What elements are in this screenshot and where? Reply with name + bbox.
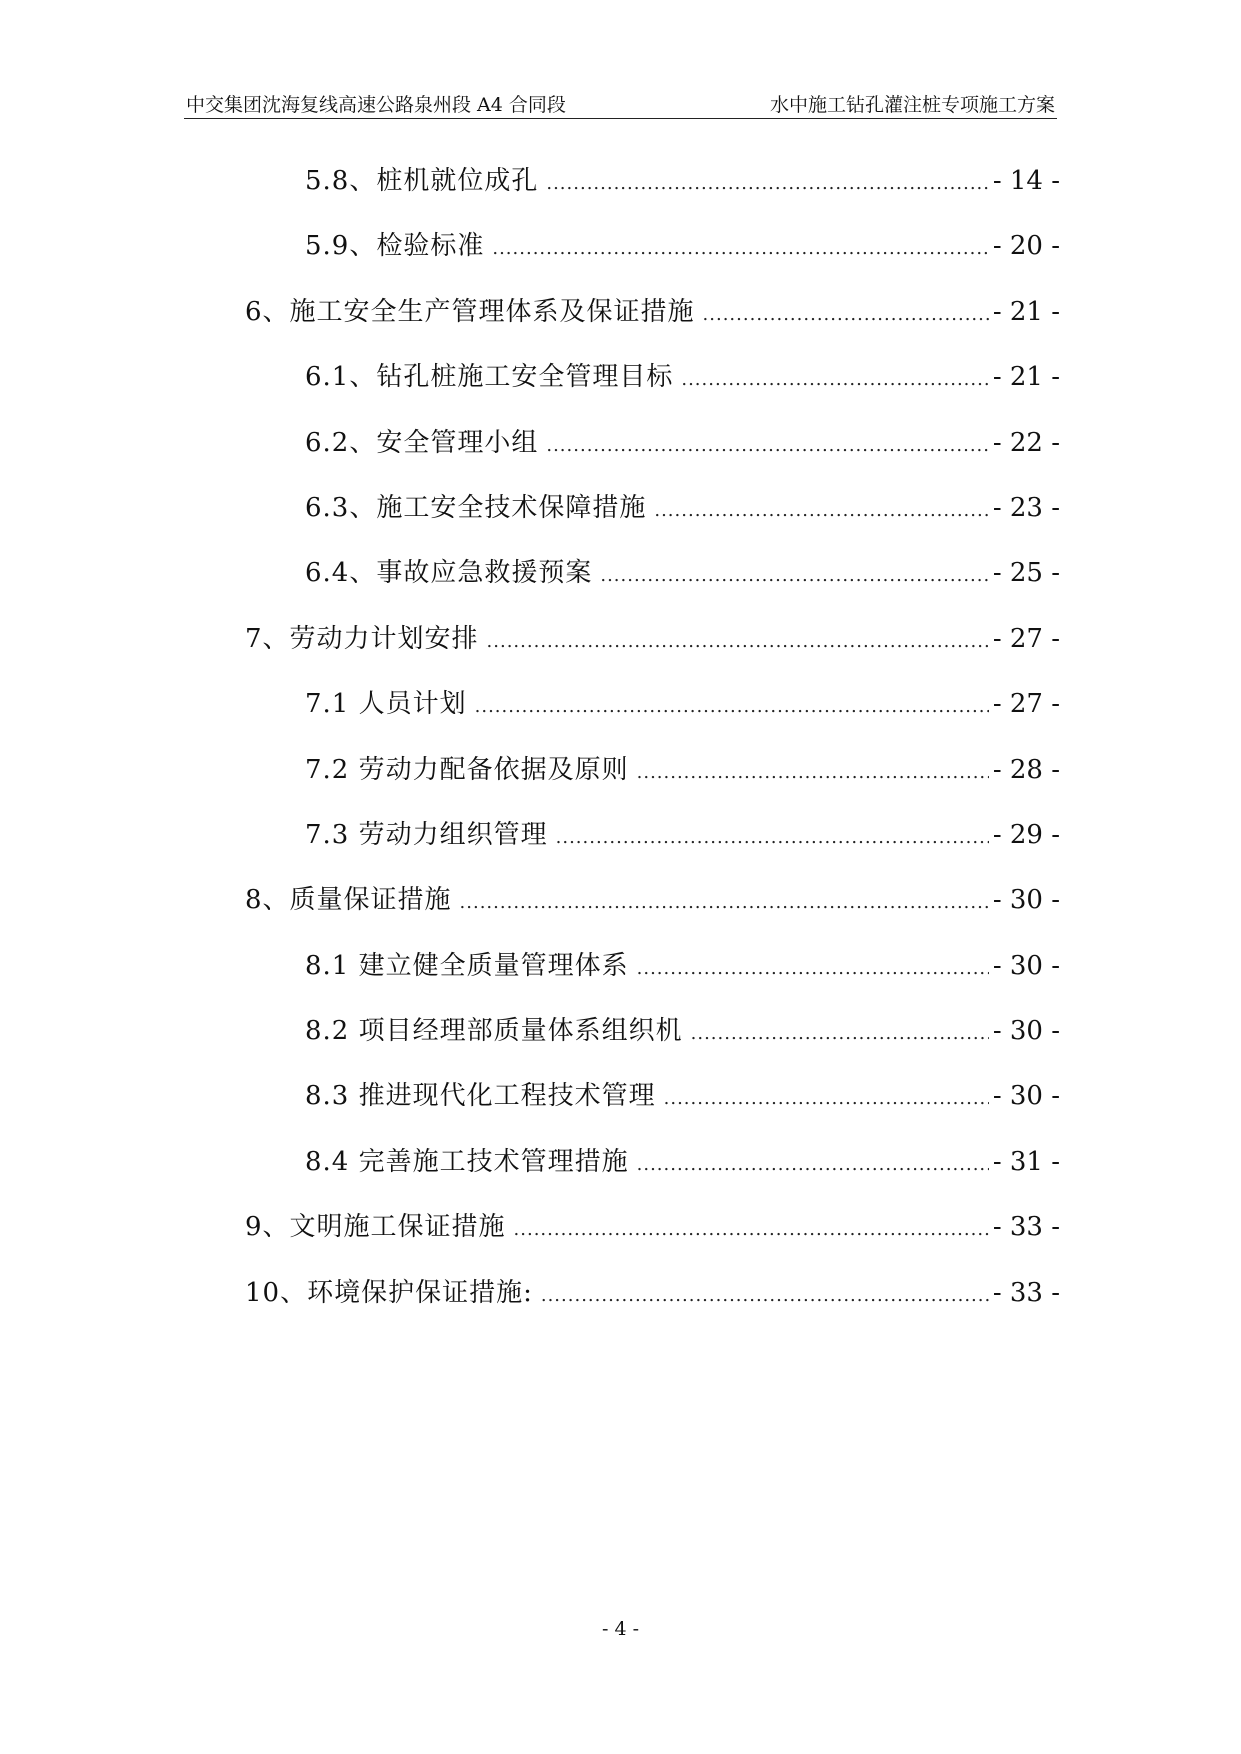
toc-entry-page-number: - 31 - <box>992 1146 1060 1177</box>
toc-entry <box>245 422 1060 487</box>
toc-dot-leader <box>637 958 989 979</box>
toc-entry-title: 5.8、桩机就位成孔 <box>305 166 539 196</box>
toc-dot-leader <box>691 1023 989 1044</box>
toc-entry-title: 8.1 建立健全质量管理体系 <box>305 950 629 981</box>
toc-dot-leader <box>487 631 989 652</box>
page-number: - 4 - <box>601 1618 639 1640</box>
toc-entry-page-number: - 21 - <box>992 296 1060 327</box>
toc-dot-leader <box>703 304 989 325</box>
toc-entry <box>245 1206 1060 1271</box>
toc-entry <box>245 618 1060 683</box>
toc-entry-page-number: - 30 - <box>992 885 1060 916</box>
toc-dot-leader <box>475 696 989 717</box>
toc-entry <box>245 225 1060 290</box>
toc-entry <box>245 1010 1060 1075</box>
toc-dot-leader <box>541 1285 989 1306</box>
toc-entry-page-number: - 29 - <box>992 819 1060 850</box>
toc-entry <box>245 945 1060 1010</box>
toc-dot-leader <box>492 238 988 259</box>
toc-entry-title: 5.9、检验标准 <box>305 231 485 262</box>
toc-entry <box>245 160 1060 225</box>
toc-entry-page-number: - 33 - <box>992 1277 1060 1308</box>
toc-entry-page-number: - 21 - <box>992 362 1060 393</box>
toc-entry <box>245 683 1060 748</box>
toc-entry-title: 8.2 项目经理部质量体系组织机 <box>305 1016 683 1047</box>
toc-dot-leader <box>460 892 989 913</box>
toc-entry <box>245 487 1060 552</box>
toc-entry-page-number: - 28 - <box>992 754 1060 785</box>
toc-entry-title: 7.2 劳动力配备依据及原则 <box>305 754 629 785</box>
toc-entry-page-number: - 30 - <box>992 1081 1060 1112</box>
toc-entry <box>245 749 1060 814</box>
toc-dot-leader <box>637 1154 989 1175</box>
toc-entry <box>245 879 1060 944</box>
toc-dot-leader <box>546 173 988 194</box>
toc-entry-title: 6、施工安全生产管理体系及保证措施 <box>245 296 695 327</box>
toc-entry-page-number: - 23 - <box>992 492 1060 523</box>
toc-entry-title: 7、劳动力计划安排 <box>245 623 479 654</box>
toc-entry-page-number: - 30 - <box>992 950 1060 981</box>
toc-entry-title: 10、环境保护保证措施: <box>245 1277 533 1308</box>
toc-entry <box>245 291 1060 356</box>
toc-entry-title: 7.3 劳动力组织管理 <box>305 819 548 850</box>
toc-dot-leader <box>546 435 988 456</box>
toc-entry-title: 6.4、事故应急救援预案 <box>305 558 593 589</box>
toc-entry-page-number: - 25 - <box>992 558 1060 589</box>
toc-entry-page-number: - 14 - <box>992 166 1060 196</box>
toc-entry-page-number: - 27 - <box>992 623 1060 654</box>
header-document-title: 水中施工钻孔灌注桩专项施工方案 <box>769 94 1055 116</box>
toc-entry-title: 8、质量保证措施 <box>245 885 452 916</box>
toc-entry <box>245 552 1060 617</box>
toc-entry-page-number: - 20 - <box>992 231 1060 262</box>
toc-entry <box>245 1075 1060 1140</box>
toc-entry-title: 6.1、钻孔桩施工安全管理目标 <box>305 362 674 393</box>
toc-entry-title: 6.2、安全管理小组 <box>305 427 539 458</box>
toc-dot-leader <box>600 565 988 586</box>
toc-entry-title: 7.1 人员计划 <box>305 689 467 720</box>
toc-entry-title: 9、文明施工保证措施 <box>245 1212 506 1243</box>
toc-dot-leader <box>514 1219 989 1240</box>
header-project-name: 中交集团沈海复线高速公路泉州段 A4 合同段 <box>186 94 566 116</box>
toc-entry <box>245 1141 1060 1206</box>
toc-dot-leader <box>637 762 989 783</box>
toc-entry-page-number: - 27 - <box>992 689 1060 720</box>
table-of-contents <box>245 160 1060 1337</box>
toc-entry <box>245 814 1060 879</box>
toc-entry-page-number: - 33 - <box>992 1212 1060 1243</box>
toc-dot-leader <box>681 369 988 390</box>
toc-dot-leader <box>654 500 988 521</box>
toc-entry <box>245 1272 1060 1337</box>
toc-dot-leader <box>664 1088 989 1109</box>
toc-entry-page-number: - 30 - <box>992 1016 1060 1047</box>
toc-entry <box>245 356 1060 421</box>
toc-dot-leader <box>556 827 989 848</box>
toc-entry-title: 6.3、施工安全技术保障措施 <box>305 492 647 523</box>
page-header <box>184 88 1057 119</box>
toc-entry-page-number: - 22 - <box>992 427 1060 458</box>
toc-entry-title: 8.4 完善施工技术管理措施 <box>305 1146 629 1177</box>
toc-entry-title: 8.3 推进现代化工程技术管理 <box>305 1081 656 1112</box>
